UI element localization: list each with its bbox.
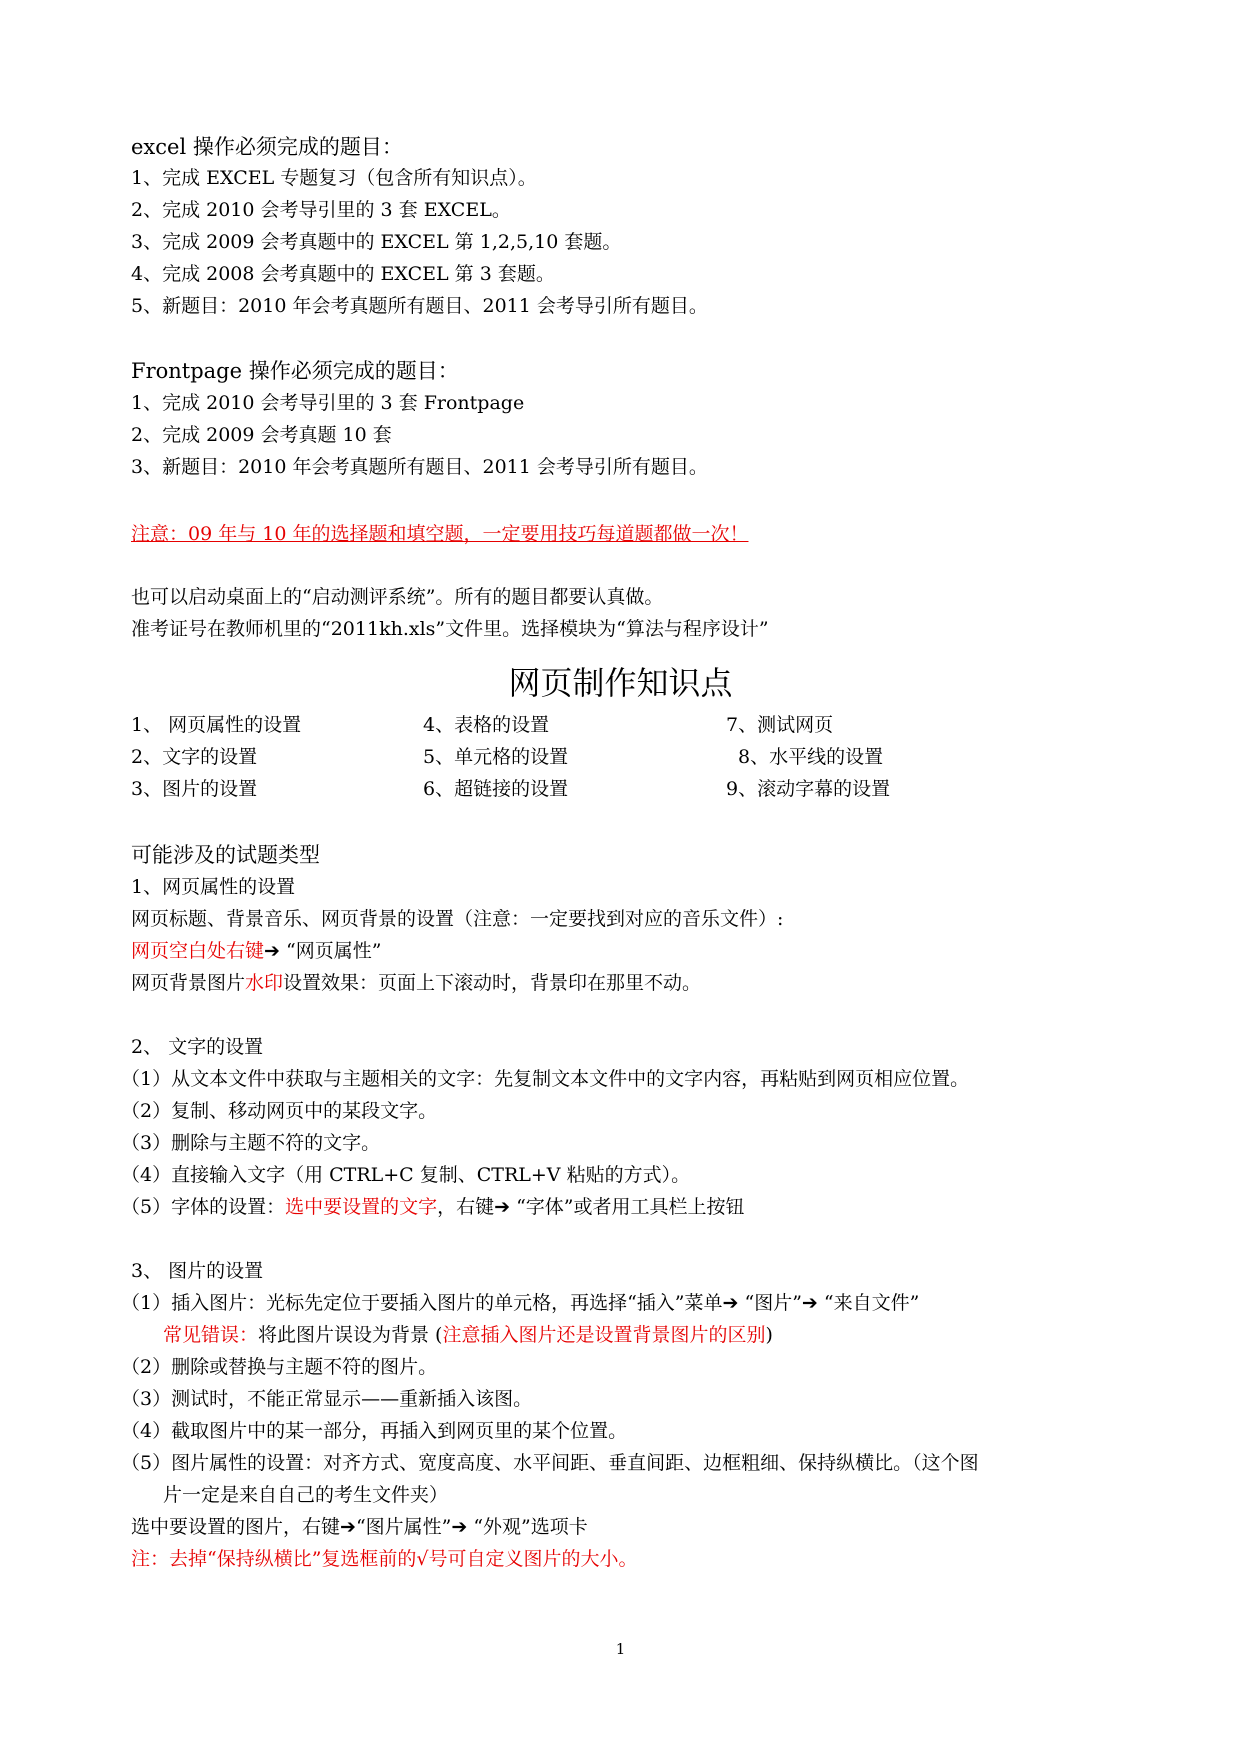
text-span: 网页背景图片 (131, 972, 246, 994)
knowledge-item: 7、测试网页 (726, 714, 834, 736)
type3-item: （5）图片属性的设置：对齐方式、宽度高度、水平间距、垂直间距、边框粗细、保持纵横比。（这个图 (121, 1452, 979, 1474)
frontpage-item: 3、新题目：2010 年会考真题所有题目、2011 会考导引所有题目。 (131, 456, 708, 478)
info-line: 准考证号在教师机里的“2011kh.xls”文件里。选择模块为“算法与程序设计” (131, 618, 769, 640)
knowledge-item: 8、水平线的设置 (738, 746, 884, 768)
type2-item5 (121, 1195, 745, 1219)
knowledge-item: 3、图片的设置 (131, 778, 258, 800)
type3-select-line (131, 1515, 588, 1539)
knowledge-item: 9、滚动字幕的设置 (726, 778, 891, 800)
text-span: “网页属性” (279, 940, 382, 962)
text-span: 将此图片误设为背景 ( (258, 1324, 443, 1346)
arrow-right-icon: ➔ (722, 1292, 739, 1314)
type3-item: （2）删除或替换与主题不符的图片。 (121, 1356, 438, 1378)
type3-error-line (163, 1323, 773, 1347)
red-text: 选中要设置的文字 (285, 1196, 438, 1218)
types-heading: 可能涉及的试题类型 (131, 843, 320, 867)
arrow-right-icon: ➔ (340, 1516, 356, 1538)
text-span: “外观”选项卡 (467, 1516, 588, 1538)
red-text: 注意插入图片还是设置背景图片的区别 (442, 1324, 766, 1346)
type1-line1: 网页标题、背景音乐、网页背景的设置（注意：一定要找到对应的音乐文件）: (131, 908, 784, 930)
type3-item5-cont: 片一定是来自自己的考生文件夹） (163, 1484, 449, 1506)
type3-item: （3）测试时，不能正常显示——重新插入该图。 (121, 1388, 533, 1410)
type3-item1 (121, 1291, 919, 1315)
knowledge-item: 4、表格的设置 (423, 714, 550, 736)
frontpage-item: 1、完成 2010 会考导引里的 3 套 Frontpage (131, 392, 525, 414)
knowledge-item: 5、单元格的设置 (423, 746, 569, 768)
text-span: “来自文件” (817, 1292, 920, 1314)
type1-line3 (131, 971, 701, 995)
type2-item: （4）直接输入文字（用 CTRL+C 复制、CTRL+V 粘贴的方式）。 (121, 1164, 691, 1186)
arrow-right-icon: ➔ (494, 1196, 511, 1218)
frontpage-heading: Frontpage 操作必须完成的题目： (131, 359, 459, 383)
text-span: “字体”或者用工具栏上按钮 (510, 1196, 745, 1218)
excel-item: 5、新题目：2010 年会考真题所有题目、2011 会考导引所有题目。 (131, 295, 708, 317)
red-text: 常见错误： (163, 1324, 259, 1346)
excel-item: 3、完成 2009 会考真题中的 EXCEL 第 1,2,5,10 套题。 (131, 231, 622, 253)
type3-title: 3、 图片的设置 (131, 1260, 264, 1282)
arrow-right-icon: ➔ (264, 940, 280, 962)
excel-heading: excel 操作必须完成的题目： (131, 135, 403, 159)
knowledge-item: 6、超链接的设置 (423, 778, 569, 800)
section-title: 网页制作知识点 (508, 664, 733, 702)
text-span: 选中要设置的图片，右键 (131, 1516, 341, 1538)
page-number: 1 (615, 1640, 626, 1658)
red-text: 网页空白处右键 (131, 940, 265, 962)
text-span: “图片属性” (355, 1516, 452, 1538)
text-span: 设置效果：页面上下滚动时，背景印在那里不动。 (283, 972, 702, 994)
knowledge-item: 2、文字的设置 (131, 746, 258, 768)
red-text: 水印 (245, 972, 284, 994)
type2-item: （3）删除与主题不符的文字。 (121, 1132, 381, 1154)
text-span: ) (765, 1324, 773, 1346)
type1-title: 1、网页属性的设置 (131, 876, 296, 898)
text-span: （1）插入图片：光标先定位于要插入图片的单元格，再选择“插入”菜单 (121, 1292, 723, 1314)
excel-item: 4、完成 2008 会考真题中的 EXCEL 第 3 套题。 (131, 263, 555, 285)
text-span: ，右键 (437, 1196, 495, 1218)
type2-item: （2）复制、移动网页中的某段文字。 (121, 1100, 438, 1122)
excel-item: 2、完成 2010 会考导引里的 3 套 EXCEL。 (131, 199, 511, 221)
text-span: （5）字体的设置： (121, 1196, 286, 1218)
excel-item: 1、完成 EXCEL 专题复习（包含所有知识点）。 (131, 167, 537, 189)
info-line: 也可以启动桌面上的“启动测评系统”。所有的题目都要认真做。 (131, 586, 664, 608)
type1-line2 (131, 939, 381, 963)
type2-title: 2、 文字的设置 (131, 1036, 264, 1058)
notice-line: 注意：09 年与 10 年的选择题和填空题，一定要用技巧每道题都做一次！ (131, 523, 749, 545)
knowledge-item: 1、 网页属性的设置 (131, 714, 302, 736)
text-span: “图片” (738, 1292, 802, 1314)
type3-item: （4）截取图片中的某一部分，再插入到网页里的某个位置。 (121, 1420, 628, 1442)
type3-note: 注：去掉“保持纵横比”复选框前的√号可自定义图片的大小。 (131, 1548, 638, 1570)
arrow-right-icon: ➔ (801, 1292, 818, 1314)
type2-item: （1）从文本文件中获取与主题相关的文字：先复制文本文件中的文字内容，再粘贴到网页相应位置。 (121, 1068, 970, 1090)
arrow-right-icon: ➔ (451, 1516, 468, 1538)
frontpage-item: 2、完成 2009 会考真题 10 套 (131, 424, 392, 446)
